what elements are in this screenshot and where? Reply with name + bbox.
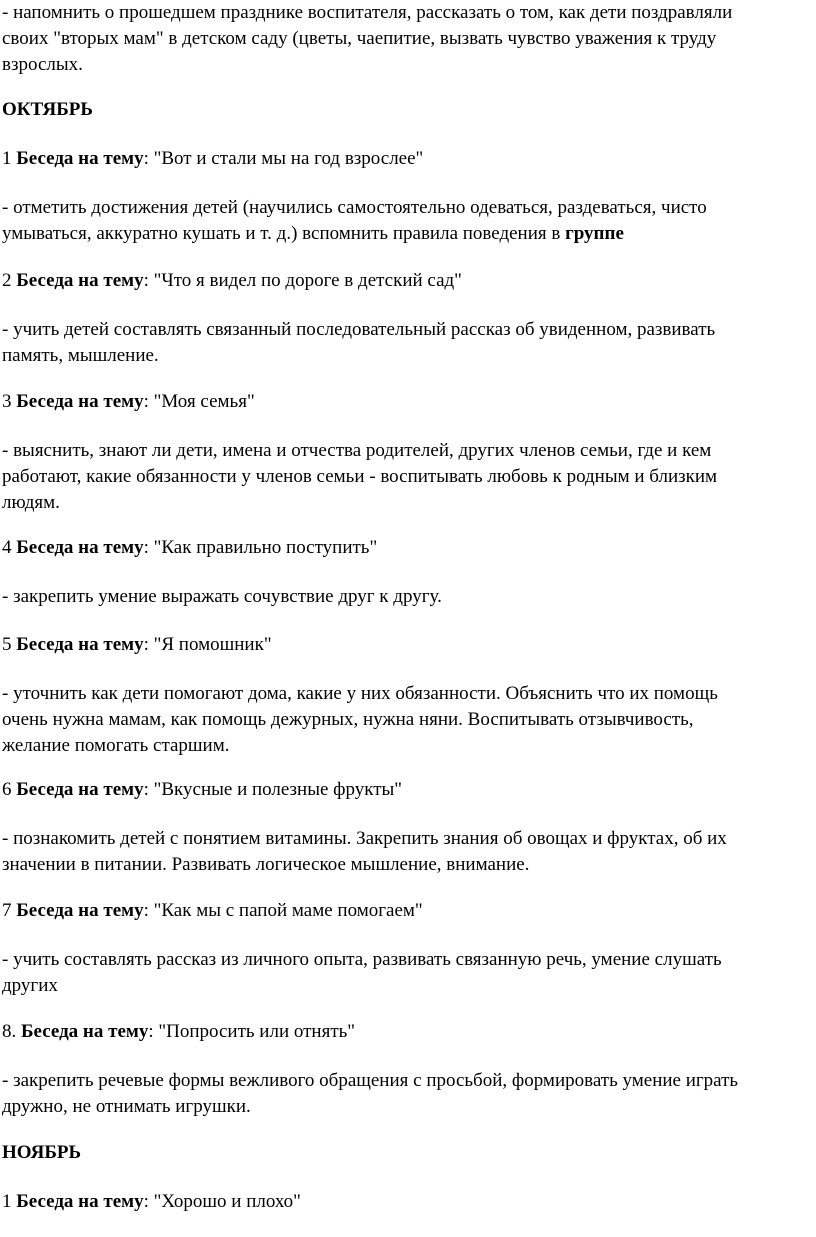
topic-number: 2	[2, 270, 17, 291]
topic-title	[2, 1019, 814, 1045]
topic-description	[2, 438, 814, 516]
topic-description	[2, 826, 814, 878]
topic-number: 3	[2, 391, 17, 412]
description-line: дружно, не отнимать игрушки.	[2, 1096, 251, 1117]
description-line: умываться, аккуратно кушать и т. д.) вспомнить правила поведения в	[2, 223, 566, 244]
description-line: - выяснить, знают ли дети, имена и отчества родителей, других членов семьи, где и кем	[2, 440, 712, 461]
section-heading-october: ОКТЯБРЬ	[2, 99, 93, 120]
topic-description	[2, 584, 814, 610]
description-line: - отметить достижения детей (научились самостоятельно одеваться, раздеваться, чисто	[2, 197, 707, 218]
topic-number: 8.	[2, 1021, 21, 1042]
description-line: других	[2, 975, 58, 996]
topic-description	[2, 1068, 814, 1120]
description-line: - учить составлять рассказ из личного опыта, развивать связанную речь, умение слушать	[2, 949, 722, 970]
topic-label: Беседа на тему	[16, 1191, 144, 1212]
topic-description	[2, 947, 814, 999]
topic-number: 1	[2, 148, 17, 169]
section-heading-november: НОЯБРЬ	[2, 1142, 82, 1163]
description-line: очень нужна мамам, как помощь дежурных, нужна няни. Воспитывать отзывчивость,	[2, 709, 694, 730]
topic-label: Беседа на тему	[16, 779, 144, 800]
description-line: - закрепить умение выражать сочувствие друг к другу.	[2, 586, 442, 607]
description-line: людям.	[2, 492, 60, 513]
topic-label: Беседа на тему	[16, 270, 144, 291]
topic-description	[2, 195, 814, 247]
intro-line: - напомнить о прошедшем празднике воспитателя, рассказать о том, как дети поздравляли	[2, 2, 733, 23]
topic-name: : "Я помошник"	[143, 634, 272, 655]
topic-number: 5	[2, 634, 17, 655]
topic-label: Беседа на тему	[16, 900, 144, 921]
intro-paragraph	[2, 0, 814, 78]
topic-name: : "Как правильно поступить"	[143, 537, 378, 558]
topic-title	[2, 632, 814, 658]
description-line: значении в питании. Развивать логическое мышление, внимание.	[2, 854, 530, 875]
description-line: желание помогать старшим.	[2, 735, 230, 756]
topic-title	[2, 268, 814, 294]
topic-description	[2, 317, 814, 369]
topic-label: Беседа на тему	[21, 1021, 149, 1042]
topic-number: 4	[2, 537, 17, 558]
topic-label: Беседа на тему	[16, 391, 144, 412]
topic-title	[2, 146, 814, 172]
description-line: - познакомить детей с понятием витамины. Закрепить знания об овощах и фруктах, об их	[2, 828, 727, 849]
topic-name: : "Хорошо и плохо"	[143, 1191, 301, 1212]
topic-name: : "Как мы с папой маме помогаем"	[143, 900, 423, 921]
description-line: - закрепить речевые формы вежливого обращения с просьбой, формировать умение играть	[2, 1070, 739, 1091]
topic-title	[2, 777, 814, 803]
topic-title	[2, 1189, 814, 1215]
description-bold-word: группе	[565, 223, 624, 244]
intro-line: взрослых.	[2, 54, 83, 75]
description-line: - учить детей составлять связанный последовательный рассказ об увиденном, развивать	[2, 319, 716, 340]
topic-name: : "Моя семья"	[143, 391, 255, 412]
topic-number: 6	[2, 779, 17, 800]
topic-label: Беседа на тему	[16, 634, 144, 655]
topic-description	[2, 681, 814, 759]
description-line: память, мышление.	[2, 345, 159, 366]
topic-name: : "Вот и стали мы на год взрослее"	[143, 148, 424, 169]
topic-number: 7	[2, 900, 17, 921]
intro-line: своих "вторых мам" в детском саду (цветы, чаепитие, вызвать чувство уважения к труду	[2, 28, 717, 49]
topic-name: : "Что я видел по дороге в детский сад"	[143, 270, 462, 291]
topic-title	[2, 898, 814, 924]
topic-label: Беседа на тему	[16, 148, 144, 169]
topic-name: : "Вкусные и полезные фрукты"	[143, 779, 403, 800]
topic-name: : "Попросить или отнять"	[148, 1021, 356, 1042]
topic-number: 1	[2, 1191, 17, 1212]
topic-title	[2, 389, 814, 415]
description-line: - уточнить как дети помогают дома, какие у них обязанности. Объяснить что их помощь	[2, 683, 718, 704]
topic-label: Беседа на тему	[16, 537, 144, 558]
description-line: работают, какие обязанности у членов семьи - воспитывать любовь к родным и близким	[2, 466, 718, 487]
topic-title	[2, 535, 814, 561]
